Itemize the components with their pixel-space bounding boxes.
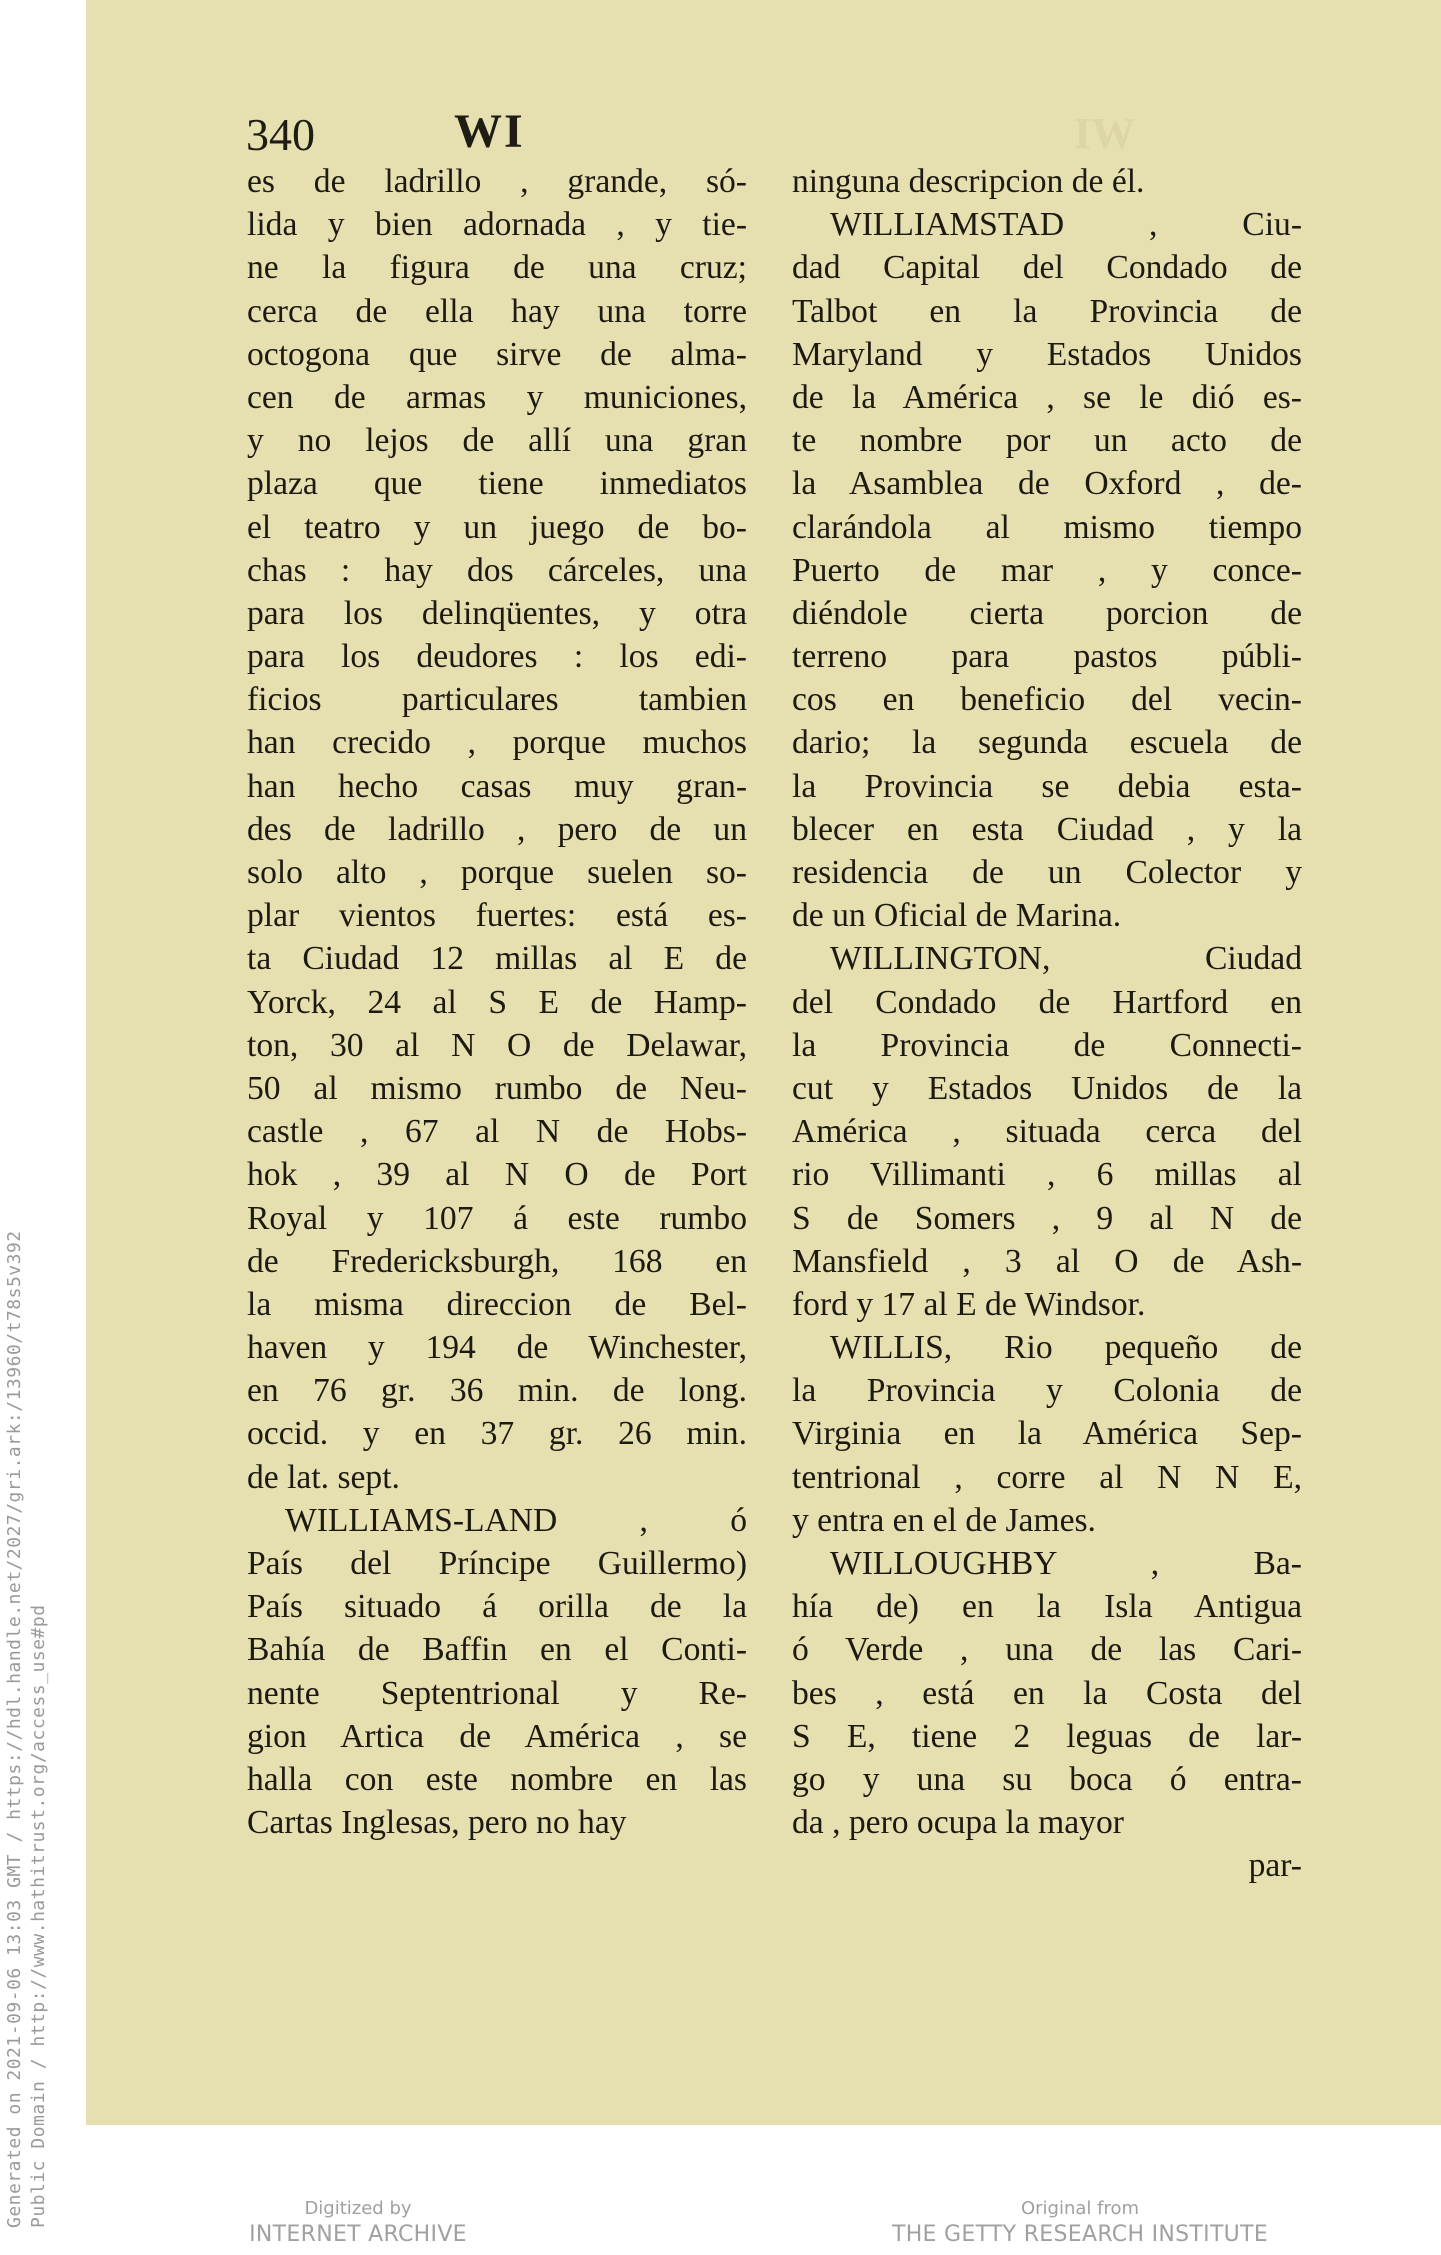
text-line: Maryland y Estados Unidos <box>792 335 1302 373</box>
text-line: nente Septentrional y Re- <box>247 1674 747 1712</box>
text-line: solo alto , porque suelen so- <box>247 854 747 891</box>
text-line: residencia de un Colector y <box>792 854 1302 891</box>
text-line: blecer en esta Ciudad , y la <box>792 810 1302 848</box>
text-line: halla con este nombre en las <box>247 1760 747 1798</box>
text-line: ton, 30 al N O de Delawar, <box>247 1026 747 1064</box>
text-line: de lat. sept. <box>247 1458 400 1496</box>
original-from-credit <box>880 2198 1280 2250</box>
text-line: para los delinqüentes, y otra <box>247 594 747 632</box>
text-line: Puerto de mar , y conce- <box>792 551 1302 589</box>
text-line: ford y 17 al E de Windsor. <box>792 1285 1146 1323</box>
text-line: han hecho casas muy gran- <box>247 767 747 805</box>
text-line: la Provincia se debia esta- <box>792 767 1302 805</box>
text-line: des de ladrillo , pero de un <box>247 810 747 848</box>
text-line: de un Oficial de Marina. <box>792 897 1122 935</box>
text-line: ficios particulares tambien <box>247 681 747 719</box>
text-line: WILLINGTON, Ciudad <box>830 940 1302 978</box>
text-line: te nombre por un acto de <box>792 422 1302 460</box>
digitized-by-label: Digitized by <box>304 2198 412 2219</box>
text-line: WILLIS, Rio pequeño de <box>830 1329 1302 1367</box>
text-line: plaza que tiene inmediatos <box>247 465 747 503</box>
text-line: han crecido , porque muchos <box>247 724 747 762</box>
text-line: ta Ciudad 12 millas al E de <box>247 940 747 978</box>
text-line: cen de armas y municiones, <box>247 378 747 416</box>
text-line: WILLIAMSTAD , Ciu- <box>830 206 1302 244</box>
text-line: dario; la segunda escuela de <box>792 724 1302 762</box>
text-line: bes , está en la Costa del <box>792 1674 1302 1712</box>
text-line: ó Verde , una de las Cari- <box>792 1631 1302 1669</box>
text-line: tentrional , corre al N N E, <box>792 1458 1302 1496</box>
text-line: plar vientos fuertes: está es- <box>247 897 747 935</box>
running-head: WI <box>454 105 525 158</box>
text-line: Virginia en la América Sep- <box>792 1415 1302 1453</box>
text-line: WILLOUGHBY , Ba- <box>830 1545 1302 1582</box>
text-line: es de ladrillo , grande, só- <box>247 163 747 200</box>
text-line: par- <box>1248 1847 1302 1885</box>
text-line: el teatro y un juego de bo- <box>247 508 747 546</box>
getty-institute-label: THE GETTY RESEARCH INSTITUTE <box>891 2222 1269 2247</box>
text-line: castle , 67 al N de Hobs- <box>247 1113 747 1151</box>
digitized-by-credit <box>248 2198 468 2250</box>
text-line: hok , 39 al N O de Port <box>247 1156 747 1194</box>
text-line: da , pero ocupa la mayor <box>792 1804 1124 1842</box>
text-line: Cartas Inglesas, pero no hay <box>247 1804 627 1842</box>
text-line: Yorck, 24 al S E de Hamp- <box>247 983 747 1021</box>
text-line: Bahía de Baffin en el Conti- <box>247 1631 747 1669</box>
text-line: ninguna descripcion de él. <box>792 163 1145 200</box>
watermark-generated-line: Generated on 2021-09-06 13:03 GMT / https://hdl.handle.net/2027/gri.ark:/13960/t78s5v392 <box>4 1230 25 2228</box>
text-line: go y una su boca ó entra- <box>792 1760 1302 1798</box>
page-header <box>246 104 1246 164</box>
text-line: 50 al mismo rumbo de Neu- <box>247 1069 747 1107</box>
text-line: de la América , se le dió es- <box>792 378 1302 416</box>
text-line: Talbot en la Provincia de <box>792 292 1302 330</box>
text-line: rio Villimanti , 6 millas al <box>792 1156 1302 1194</box>
text-line: la misma direccion de Bel- <box>247 1285 747 1323</box>
text-line: y entra en el de James. <box>792 1501 1096 1539</box>
internet-archive-label: INTERNET ARCHIVE <box>249 2222 467 2247</box>
text-line: para los deudores : los edi- <box>247 638 747 676</box>
text-line: S E, tiene 2 leguas de lar- <box>792 1717 1302 1755</box>
text-line: la Provincia de Connecti- <box>792 1026 1302 1064</box>
left-text-column <box>247 160 747 1844</box>
text-line: WILLIAMS-LAND , ó <box>285 1501 747 1539</box>
text-line: del Condado de Hartford en <box>792 983 1302 1021</box>
text-line: cerca de ella hay una torre <box>247 292 747 330</box>
bleed-through-head: IW <box>1074 109 1136 158</box>
text-line: dad Capital del Condado de <box>792 249 1302 287</box>
text-line: hía de) en la Isla Antigua <box>792 1588 1302 1626</box>
text-line: clarándola al mismo tiempo <box>792 508 1302 546</box>
right-text-column <box>792 160 1302 1888</box>
text-line: y no lejos de allí una gran <box>247 422 747 460</box>
text-line: en 76 gr. 36 min. de long. <box>247 1372 747 1410</box>
text-line: la Provincia y Colonia de <box>792 1372 1302 1410</box>
text-line: Mansfield , 3 al O de Ash- <box>792 1242 1302 1280</box>
watermark-rights-line: Public Domain / http://www.hathitrust.org/access_use#pd <box>28 1604 49 2228</box>
text-line: cos en beneficio del vecin- <box>792 681 1302 719</box>
text-line: diéndole cierta porcion de <box>792 594 1302 632</box>
text-line: octogona que sirve de alma- <box>247 335 747 373</box>
text-line: haven y 194 de Winchester, <box>247 1329 747 1367</box>
text-line: de Fredericksburgh, 168 en <box>247 1242 747 1280</box>
text-line: lida y bien adornada , y tie- <box>247 206 747 244</box>
hathitrust-side-watermark <box>0 0 60 2255</box>
text-line: terreno para pastos públi- <box>792 638 1302 676</box>
text-line: País situado á orilla de la <box>247 1588 747 1626</box>
text-line: América , situada cerca del <box>792 1113 1302 1151</box>
text-line: País del Príncipe Guillermo) <box>247 1545 747 1582</box>
text-line: occid. y en 37 gr. 26 min. <box>247 1415 747 1453</box>
text-line: chas : hay dos cárceles, una <box>247 551 747 589</box>
text-line: la Asamblea de Oxford , de- <box>792 465 1302 503</box>
text-line: cut y Estados Unidos de la <box>792 1069 1302 1107</box>
text-line: ne la figura de una cruz; <box>247 249 747 287</box>
page-number: 340 <box>246 109 315 160</box>
text-line: Royal y 107 á este rumbo <box>247 1199 747 1237</box>
original-from-label: Original from <box>1020 2198 1140 2219</box>
text-line: S de Somers , 9 al N de <box>792 1199 1302 1237</box>
text-line: gion Artica de América , se <box>247 1717 747 1755</box>
